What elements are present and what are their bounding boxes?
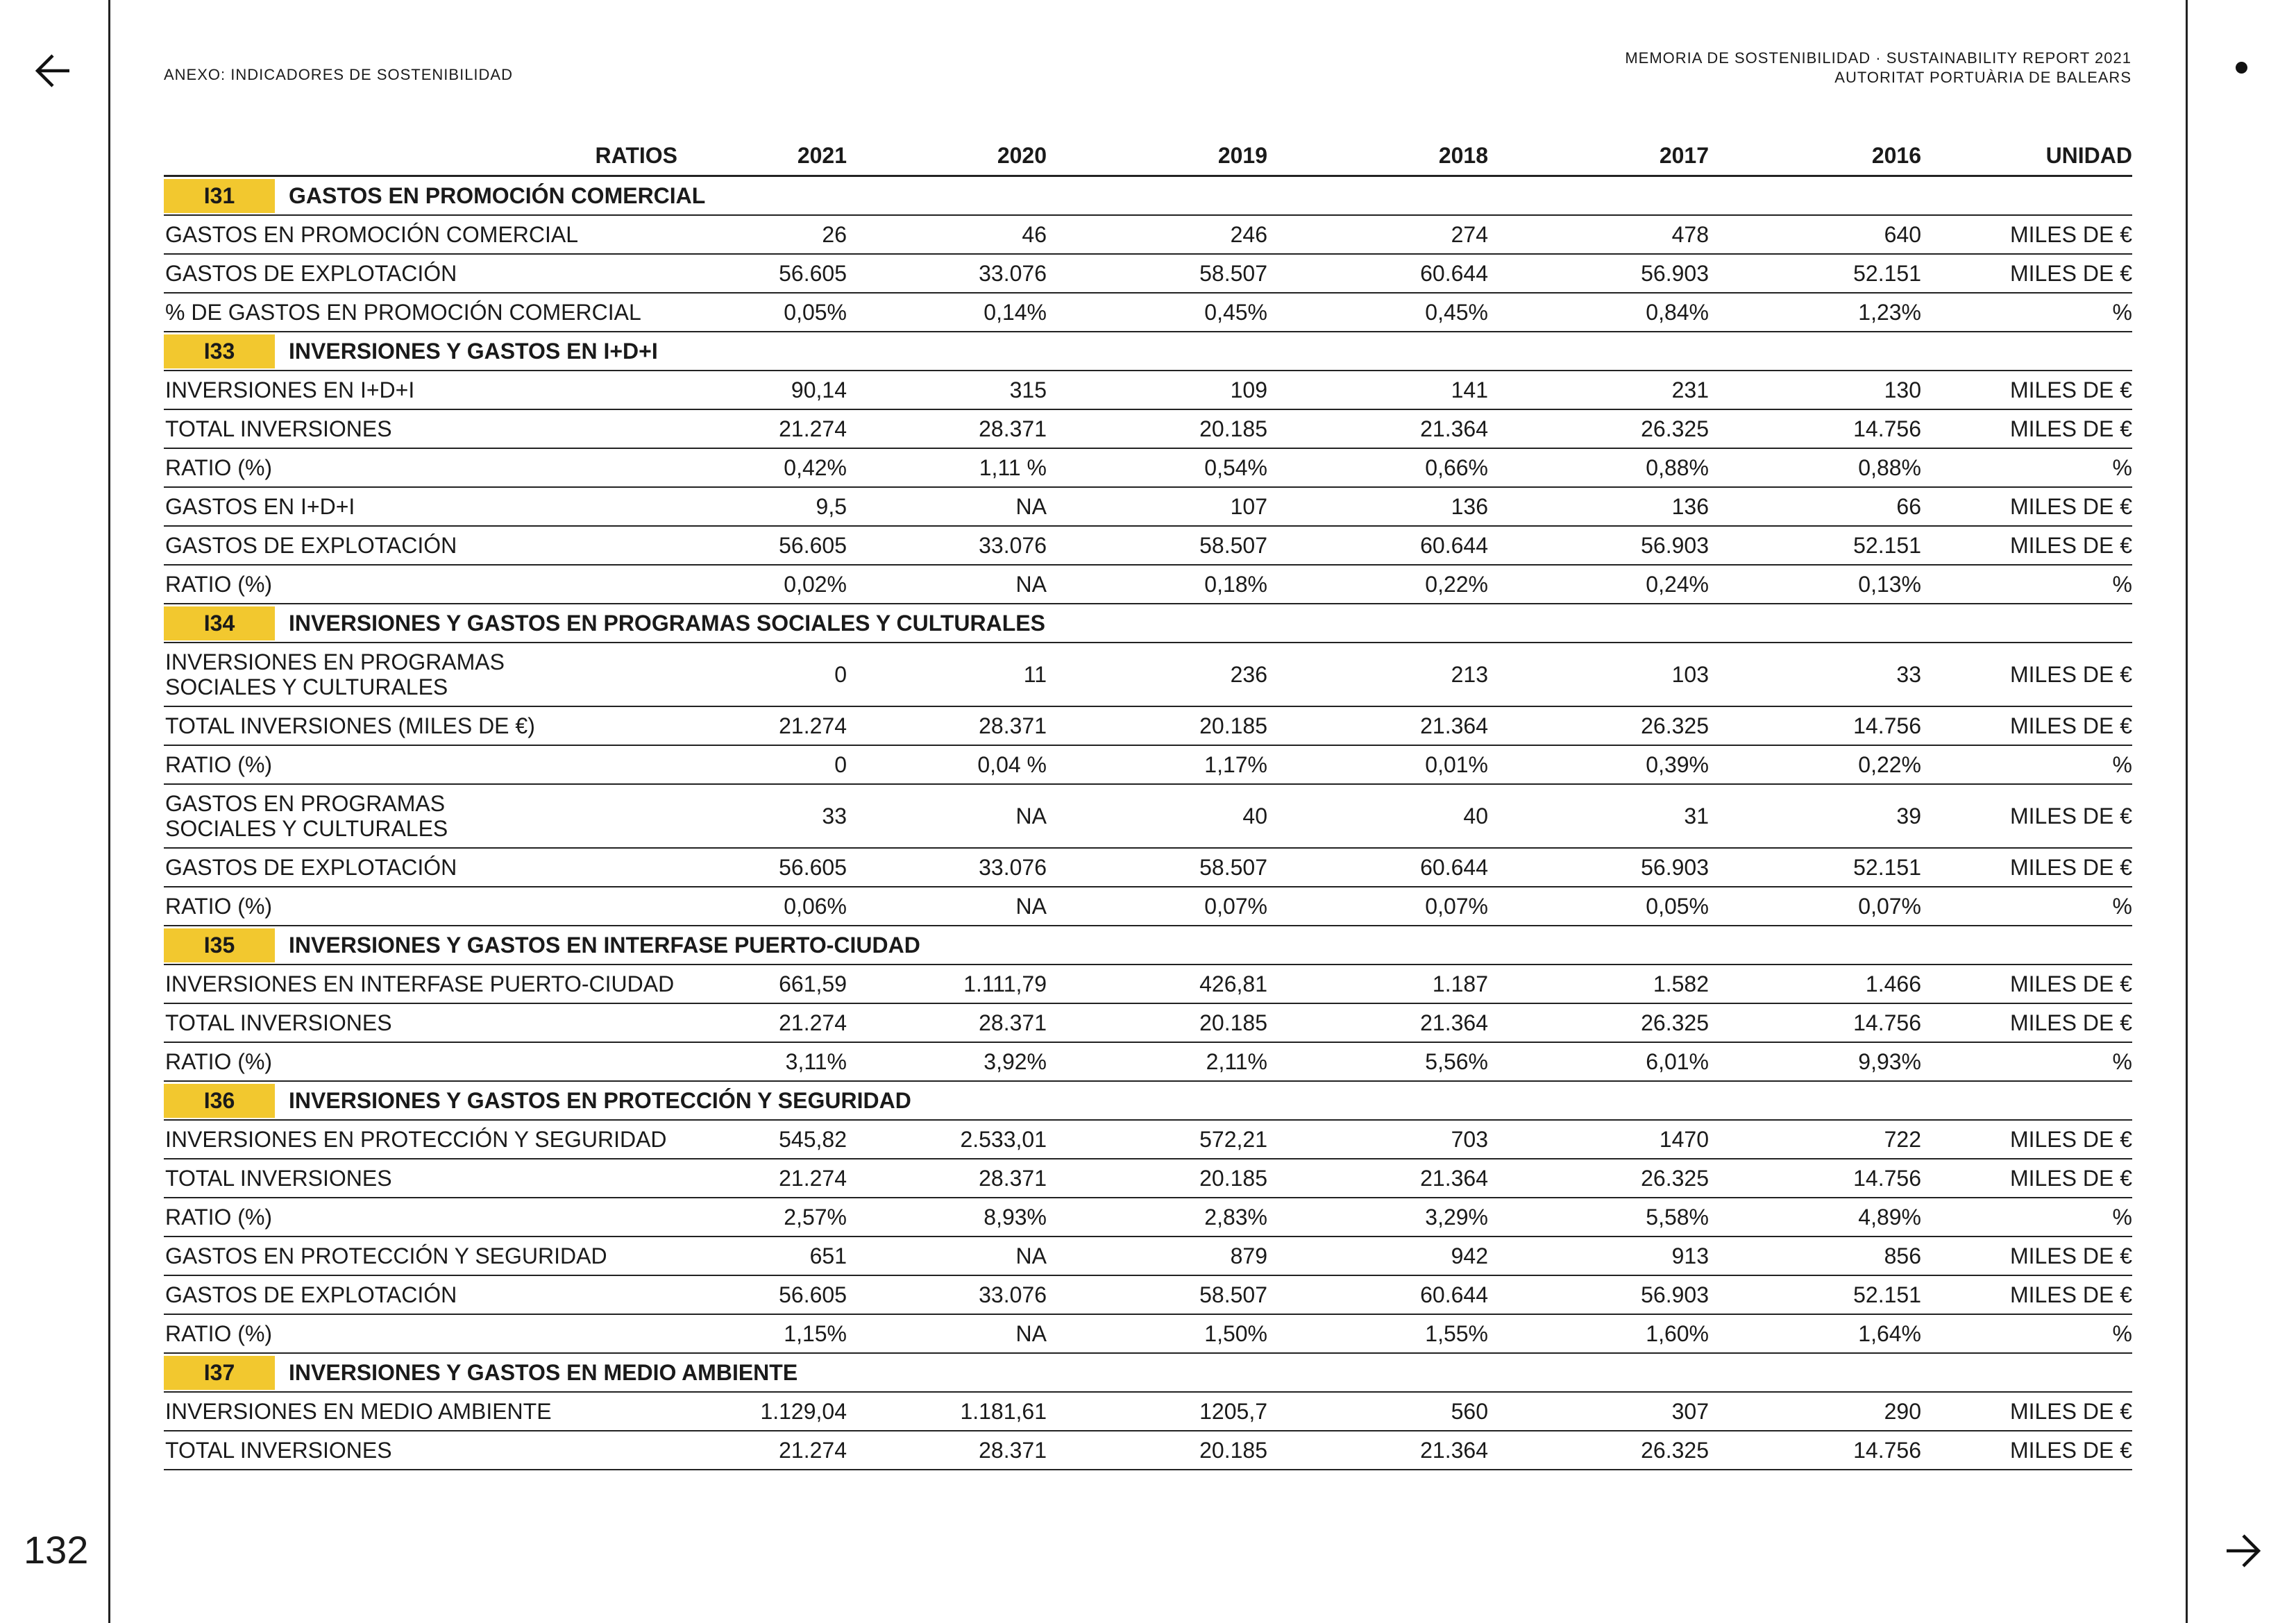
indicator-code: I33 <box>164 334 275 368</box>
table-row <box>164 1159 2132 1198</box>
value-cell: 21.274 <box>677 1159 847 1198</box>
column-header: 2020 <box>847 136 1047 176</box>
section-header-cell <box>164 604 2132 643</box>
value-cell: 0,04 % <box>847 745 1047 784</box>
table-row <box>164 887 2132 926</box>
value-cell: 90,14 <box>677 371 847 409</box>
value-cell: 213 <box>1267 643 1488 706</box>
table-header-row <box>164 136 2132 176</box>
section-header-row <box>164 926 2132 965</box>
value-cell: 1.111,79 <box>847 965 1047 1003</box>
value-cell: 2,11% <box>1047 1042 1267 1081</box>
row-label: INVERSIONES EN I+D+I <box>164 371 677 409</box>
table-row <box>164 293 2132 332</box>
value-cell: 942 <box>1267 1237 1488 1275</box>
value-cell: 0,88% <box>1709 448 1921 487</box>
value-cell: 0,88% <box>1488 448 1709 487</box>
unit-cell: MILES DE € <box>1921 1003 2132 1042</box>
value-cell: 56.903 <box>1488 526 1709 565</box>
value-cell: 3,92% <box>847 1042 1047 1081</box>
value-cell: 478 <box>1488 215 1709 254</box>
row-label: GASTOS EN PROTECCIÓN Y SEGURIDAD <box>164 1237 677 1275</box>
value-cell: 33.076 <box>847 848 1047 887</box>
value-cell: 56.605 <box>677 1275 847 1314</box>
value-cell: 141 <box>1267 371 1488 409</box>
unit-cell: % <box>1921 1198 2132 1237</box>
value-cell: 66 <box>1709 487 1921 526</box>
row-label: INVERSIONES EN PROTECCIÓN Y SEGURIDAD <box>164 1120 677 1159</box>
value-cell: 0,07% <box>1709 887 1921 926</box>
column-header: 2018 <box>1267 136 1488 176</box>
column-header: 2017 <box>1488 136 1709 176</box>
value-cell: 1,17% <box>1047 745 1267 784</box>
value-cell: NA <box>847 565 1047 604</box>
table-row <box>164 1314 2132 1353</box>
ratios-table <box>164 136 2132 1470</box>
table-row <box>164 1003 2132 1042</box>
table-row <box>164 526 2132 565</box>
column-header: 2016 <box>1709 136 1921 176</box>
value-cell: 60.644 <box>1267 254 1488 293</box>
indicator-code: I37 <box>164 1356 275 1390</box>
section-header-cell <box>164 176 2132 216</box>
value-cell: 28.371 <box>847 1159 1047 1198</box>
section-title: INVERSIONES Y GASTOS EN PROTECCIÓN Y SEGURIDAD <box>289 1087 911 1113</box>
value-cell: 33 <box>677 784 847 848</box>
value-cell: 26.325 <box>1488 1431 1709 1470</box>
row-label: TOTAL INVERSIONES <box>164 1431 677 1470</box>
value-cell: 2,57% <box>677 1198 847 1237</box>
row-label: INVERSIONES EN INTERFASE PUERTO-CIUDAD <box>164 965 677 1003</box>
value-cell: 651 <box>677 1237 847 1275</box>
row-label: TOTAL INVERSIONES <box>164 1003 677 1042</box>
row-label: GASTOS DE EXPLOTACIÓN <box>164 1275 677 1314</box>
value-cell: 0,39% <box>1488 745 1709 784</box>
value-cell: 307 <box>1488 1392 1709 1431</box>
unit-cell: MILES DE € <box>1921 706 2132 745</box>
value-cell: 0,42% <box>677 448 847 487</box>
value-cell: 20.185 <box>1047 1431 1267 1470</box>
value-cell: 103 <box>1488 643 1709 706</box>
row-label: GASTOS EN PROMOCIÓN COMERCIAL <box>164 215 677 254</box>
value-cell: 56.903 <box>1488 848 1709 887</box>
indicator-code: I35 <box>164 928 275 962</box>
table-row <box>164 371 2132 409</box>
value-cell: 315 <box>847 371 1047 409</box>
value-cell: 0,07% <box>1047 887 1267 926</box>
section-title: GASTOS EN PROMOCIÓN COMERCIAL <box>289 182 706 208</box>
row-label: RATIO (%) <box>164 1314 677 1353</box>
unit-cell: % <box>1921 448 2132 487</box>
value-cell: 236 <box>1047 643 1267 706</box>
table-body <box>164 176 2132 1470</box>
value-cell: 14.756 <box>1709 1431 1921 1470</box>
value-cell: 21.274 <box>677 706 847 745</box>
arrow-left-icon[interactable] <box>33 50 75 92</box>
unit-cell: MILES DE € <box>1921 215 2132 254</box>
table-row <box>164 643 2132 706</box>
value-cell: 109 <box>1047 371 1267 409</box>
value-cell: 545,82 <box>677 1120 847 1159</box>
value-cell: 913 <box>1488 1237 1709 1275</box>
value-cell: 52.151 <box>1709 254 1921 293</box>
value-cell: 26.325 <box>1488 1159 1709 1198</box>
value-cell: NA <box>847 1237 1047 1275</box>
value-cell: 0,18% <box>1047 565 1267 604</box>
section-title: INVERSIONES Y GASTOS EN PROGRAMAS SOCIALES Y CULTURALES <box>289 610 1045 636</box>
left-margin-rule <box>108 0 110 1623</box>
value-cell: 14.756 <box>1709 1159 1921 1198</box>
section-header-cell <box>164 332 2132 371</box>
value-cell: 0,45% <box>1047 293 1267 332</box>
unit-cell: % <box>1921 565 2132 604</box>
value-cell: 1,64% <box>1709 1314 1921 1353</box>
row-label: INVERSIONES EN PROGRAMAS SOCIALES Y CULTURALES <box>164 643 677 706</box>
value-cell: 136 <box>1267 487 1488 526</box>
value-cell: 640 <box>1709 215 1921 254</box>
value-cell: 661,59 <box>677 965 847 1003</box>
value-cell: 9,5 <box>677 487 847 526</box>
value-cell: 1,55% <box>1267 1314 1488 1353</box>
value-cell: 1,50% <box>1047 1314 1267 1353</box>
value-cell: 56.903 <box>1488 254 1709 293</box>
section-header-row <box>164 1353 2132 1392</box>
value-cell: 1470 <box>1488 1120 1709 1159</box>
unit-cell: MILES DE € <box>1921 784 2132 848</box>
value-cell: 572,21 <box>1047 1120 1267 1159</box>
table-row <box>164 409 2132 448</box>
value-cell: NA <box>847 1314 1047 1353</box>
value-cell: 28.371 <box>847 706 1047 745</box>
value-cell: 58.507 <box>1047 526 1267 565</box>
unit-cell: % <box>1921 1314 2132 1353</box>
section-header-row <box>164 176 2132 216</box>
value-cell: 52.151 <box>1709 848 1921 887</box>
value-cell: 0,01% <box>1267 745 1488 784</box>
row-label: GASTOS EN I+D+I <box>164 487 677 526</box>
value-cell: 0,22% <box>1709 745 1921 784</box>
value-cell: 1.129,04 <box>677 1392 847 1431</box>
value-cell: 1.181,61 <box>847 1392 1047 1431</box>
value-cell: 0,54% <box>1047 448 1267 487</box>
value-cell: 703 <box>1267 1120 1488 1159</box>
table-row <box>164 215 2132 254</box>
table-row <box>164 1237 2132 1275</box>
value-cell: 31 <box>1488 784 1709 848</box>
table-row <box>164 745 2132 784</box>
value-cell: 5,58% <box>1488 1198 1709 1237</box>
unit-cell: % <box>1921 745 2132 784</box>
value-cell: 246 <box>1047 215 1267 254</box>
unit-cell: MILES DE € <box>1921 1392 2132 1431</box>
unit-cell: MILES DE € <box>1921 526 2132 565</box>
value-cell: 14.756 <box>1709 409 1921 448</box>
row-label: RATIO (%) <box>164 448 677 487</box>
value-cell: 130 <box>1709 371 1921 409</box>
unit-cell: MILES DE € <box>1921 409 2132 448</box>
value-cell: 56.903 <box>1488 1275 1709 1314</box>
report-title-line2: AUTORITAT PORTUÀRIA DE BALEARS <box>1834 69 2132 86</box>
indicator-code: I36 <box>164 1084 275 1118</box>
table-row <box>164 706 2132 745</box>
value-cell: 1,11 % <box>847 448 1047 487</box>
value-cell: 560 <box>1267 1392 1488 1431</box>
table-row <box>164 784 2132 848</box>
value-cell: 6,01% <box>1488 1042 1709 1081</box>
value-cell: 426,81 <box>1047 965 1267 1003</box>
value-cell: 28.371 <box>847 409 1047 448</box>
value-cell: 21.364 <box>1267 409 1488 448</box>
section-title: ANEXO: INDICADORES DE SOSTENIBILIDAD <box>164 66 513 83</box>
value-cell: 0,66% <box>1267 448 1488 487</box>
value-cell: 60.644 <box>1267 848 1488 887</box>
value-cell: 1,60% <box>1488 1314 1709 1353</box>
section-header-cell <box>164 1353 2132 1392</box>
value-cell: 1.466 <box>1709 965 1921 1003</box>
value-cell: 107 <box>1047 487 1267 526</box>
value-cell: 0,22% <box>1267 565 1488 604</box>
unit-cell: MILES DE € <box>1921 487 2132 526</box>
value-cell: 4,89% <box>1709 1198 1921 1237</box>
value-cell: 28.371 <box>847 1431 1047 1470</box>
value-cell: NA <box>847 887 1047 926</box>
value-cell: 1.187 <box>1267 965 1488 1003</box>
value-cell: 56.605 <box>677 848 847 887</box>
unit-cell: MILES DE € <box>1921 1159 2132 1198</box>
table-row <box>164 965 2132 1003</box>
right-margin-rule <box>2186 0 2188 1623</box>
table-row <box>164 1120 2132 1159</box>
row-label: TOTAL INVERSIONES <box>164 409 677 448</box>
indicator-code: I31 <box>164 179 275 213</box>
row-label: % DE GASTOS EN PROMOCIÓN COMERCIAL <box>164 293 677 332</box>
value-cell: 52.151 <box>1709 1275 1921 1314</box>
unit-cell: MILES DE € <box>1921 1120 2132 1159</box>
value-cell: 274 <box>1267 215 1488 254</box>
table-row <box>164 1275 2132 1314</box>
row-label: RATIO (%) <box>164 1042 677 1081</box>
row-label: GASTOS DE EXPLOTACIÓN <box>164 254 677 293</box>
report-title-line1: MEMORIA DE SOSTENIBILIDAD · SUSTAINABILITY REPORT 2021 <box>1625 49 2132 67</box>
row-label: TOTAL INVERSIONES <box>164 1159 677 1198</box>
value-cell: 33.076 <box>847 254 1047 293</box>
unit-cell: MILES DE € <box>1921 1237 2132 1275</box>
section-title: INVERSIONES Y GASTOS EN I+D+I <box>289 338 658 364</box>
table-row <box>164 1042 2132 1081</box>
value-cell: 56.605 <box>677 254 847 293</box>
value-cell: 20.185 <box>1047 706 1267 745</box>
value-cell: 46 <box>847 215 1047 254</box>
value-cell: 2,83% <box>1047 1198 1267 1237</box>
value-cell: 26.325 <box>1488 706 1709 745</box>
unit-cell: % <box>1921 1042 2132 1081</box>
table-row <box>164 1431 2132 1470</box>
value-cell: 21.364 <box>1267 1003 1488 1042</box>
value-cell: 9,93% <box>1709 1042 1921 1081</box>
indicator-code: I34 <box>164 606 275 640</box>
unit-cell: MILES DE € <box>1921 965 2132 1003</box>
column-header: UNIDAD <box>1921 136 2132 176</box>
value-cell: 11 <box>847 643 1047 706</box>
value-cell: 39 <box>1709 784 1921 848</box>
unit-cell: % <box>1921 293 2132 332</box>
value-cell: 60.644 <box>1267 1275 1488 1314</box>
value-cell: 3,29% <box>1267 1198 1488 1237</box>
value-cell: 0,05% <box>677 293 847 332</box>
value-cell: 1205,7 <box>1047 1392 1267 1431</box>
value-cell: 20.185 <box>1047 409 1267 448</box>
value-cell: 28.371 <box>847 1003 1047 1042</box>
value-cell: 0,07% <box>1267 887 1488 926</box>
value-cell: 21.364 <box>1267 706 1488 745</box>
value-cell: 21.274 <box>677 409 847 448</box>
value-cell: 21.274 <box>677 1431 847 1470</box>
value-cell: 0,05% <box>1488 887 1709 926</box>
value-cell: 14.756 <box>1709 1003 1921 1042</box>
section-header-row <box>164 332 2132 371</box>
section-title: INVERSIONES Y GASTOS EN MEDIO AMBIENTE <box>289 1359 798 1385</box>
value-cell: 0,24% <box>1488 565 1709 604</box>
value-cell: 1.582 <box>1488 965 1709 1003</box>
column-header: 2019 <box>1047 136 1267 176</box>
value-cell: 40 <box>1047 784 1267 848</box>
value-cell: 1,15% <box>677 1314 847 1353</box>
unit-cell: MILES DE € <box>1921 1431 2132 1470</box>
row-label: GASTOS DE EXPLOTACIÓN <box>164 848 677 887</box>
row-label: GASTOS EN PROGRAMAS SOCIALES Y CULTURALES <box>164 784 677 848</box>
value-cell: 856 <box>1709 1237 1921 1275</box>
value-cell: 0,84% <box>1488 293 1709 332</box>
value-cell: 40 <box>1267 784 1488 848</box>
value-cell: 58.507 <box>1047 254 1267 293</box>
value-cell: 1,23% <box>1709 293 1921 332</box>
unit-cell: MILES DE € <box>1921 643 2132 706</box>
unit-cell: MILES DE € <box>1921 371 2132 409</box>
page-number: 132 <box>24 1528 89 1572</box>
value-cell: NA <box>847 487 1047 526</box>
section-header-cell <box>164 1081 2132 1120</box>
value-cell: 33 <box>1709 643 1921 706</box>
value-cell: 20.185 <box>1047 1003 1267 1042</box>
value-cell: 136 <box>1488 487 1709 526</box>
unit-cell: MILES DE € <box>1921 1275 2132 1314</box>
value-cell: 0 <box>677 745 847 784</box>
row-label: RATIO (%) <box>164 887 677 926</box>
value-cell: 0 <box>677 643 847 706</box>
bullet-dot <box>2236 62 2247 74</box>
report-title <box>1625 49 2132 87</box>
value-cell: 33.076 <box>847 1275 1047 1314</box>
value-cell: 3,11% <box>677 1042 847 1081</box>
value-cell: 21.364 <box>1267 1431 1488 1470</box>
value-cell: 0,45% <box>1267 293 1488 332</box>
table-row <box>164 848 2132 887</box>
value-cell: 5,56% <box>1267 1042 1488 1081</box>
value-cell: 33.076 <box>847 526 1047 565</box>
value-cell: 20.185 <box>1047 1159 1267 1198</box>
value-cell: 14.756 <box>1709 706 1921 745</box>
section-title: INVERSIONES Y GASTOS EN INTERFASE PUERTO-CIUDAD <box>289 932 920 958</box>
value-cell: 58.507 <box>1047 848 1267 887</box>
value-cell: 0,13% <box>1709 565 1921 604</box>
value-cell: 26 <box>677 215 847 254</box>
section-header-row <box>164 604 2132 643</box>
value-cell: 21.364 <box>1267 1159 1488 1198</box>
value-cell: 722 <box>1709 1120 1921 1159</box>
section-header-cell <box>164 926 2132 965</box>
value-cell: 290 <box>1709 1392 1921 1431</box>
row-label: RATIO (%) <box>164 565 677 604</box>
value-cell: 26.325 <box>1488 1003 1709 1042</box>
value-cell: 0,14% <box>847 293 1047 332</box>
row-label: RATIO (%) <box>164 1198 677 1237</box>
value-cell: 231 <box>1488 371 1709 409</box>
arrow-right-icon[interactable] <box>2221 1530 2263 1572</box>
row-label: INVERSIONES EN MEDIO AMBIENTE <box>164 1392 677 1431</box>
value-cell: 21.274 <box>677 1003 847 1042</box>
value-cell: 879 <box>1047 1237 1267 1275</box>
table-row <box>164 1392 2132 1431</box>
value-cell: 58.507 <box>1047 1275 1267 1314</box>
value-cell: 0,02% <box>677 565 847 604</box>
row-label: GASTOS DE EXPLOTACIÓN <box>164 526 677 565</box>
table-row <box>164 448 2132 487</box>
value-cell: 60.644 <box>1267 526 1488 565</box>
value-cell: 26.325 <box>1488 409 1709 448</box>
section-header-row <box>164 1081 2132 1120</box>
value-cell: 52.151 <box>1709 526 1921 565</box>
value-cell: 0,06% <box>677 887 847 926</box>
table-row <box>164 1198 2132 1237</box>
table-row <box>164 254 2132 293</box>
table-row <box>164 565 2132 604</box>
row-label: TOTAL INVERSIONES (MILES DE €) <box>164 706 677 745</box>
unit-cell: MILES DE € <box>1921 848 2132 887</box>
unit-cell: MILES DE € <box>1921 254 2132 293</box>
value-cell: NA <box>847 784 1047 848</box>
value-cell: 8,93% <box>847 1198 1047 1237</box>
column-header: RATIOS <box>164 136 677 176</box>
value-cell: 56.605 <box>677 526 847 565</box>
row-label: RATIO (%) <box>164 745 677 784</box>
table-row <box>164 487 2132 526</box>
column-header: 2021 <box>677 136 847 176</box>
unit-cell: % <box>1921 887 2132 926</box>
value-cell: 2.533,01 <box>847 1120 1047 1159</box>
